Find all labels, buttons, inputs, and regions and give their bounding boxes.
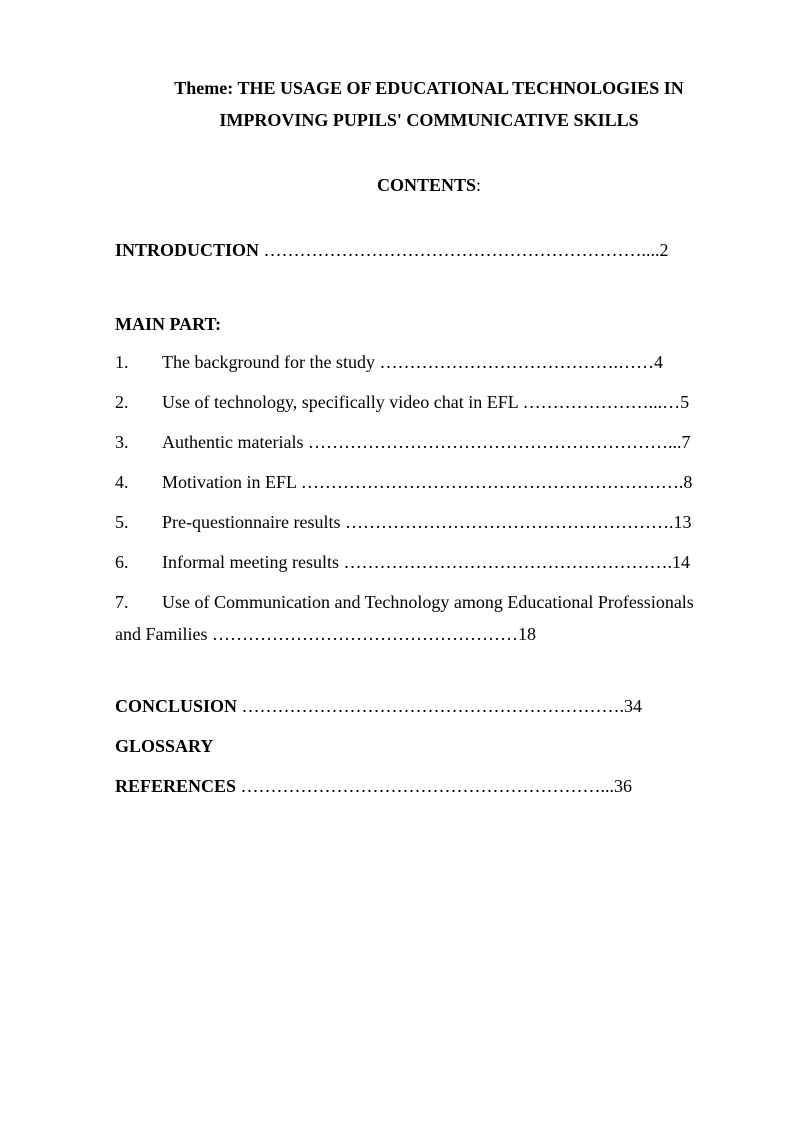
toc-main-part-heading xyxy=(115,312,221,336)
toc-item-text: Motivation in EFL ……………………………………………………….8 xyxy=(162,472,693,492)
toc-item-7 xyxy=(115,590,694,614)
theme-title-line-1: Theme: THE USAGE OF EDUCATIONAL TECHNOLOGIES IN xyxy=(174,78,684,98)
theme-title-line-2: IMPROVING PUPILS' COMMUNICATIVE SKILLS xyxy=(219,110,639,130)
toc-item-text: Authentic materials ……………………………………………………...7 xyxy=(162,432,691,452)
toc-item-4 xyxy=(115,470,692,494)
toc-references-label: REFERENCES xyxy=(115,776,237,796)
toc-item-text: Pre-questionnaire results ……………………………………………….13 xyxy=(162,512,692,532)
toc-item-2 xyxy=(115,390,689,414)
toc-item-number: 3. xyxy=(115,432,129,452)
toc-item-number: 4. xyxy=(115,472,129,492)
toc-main-part-label: MAIN PART: xyxy=(115,314,222,334)
toc-introduction-leader: ………………………………………………………....2 xyxy=(259,240,669,260)
toc-references-leader: ……………………………………………………...36 xyxy=(236,776,633,796)
toc-item-text: Use of Communication and Technology among Educational Professionals xyxy=(162,592,694,612)
toc-entry-conclusion xyxy=(115,694,642,718)
toc-glossary-label: GLOSSARY xyxy=(115,736,214,756)
contents-heading-colon: : xyxy=(476,175,482,195)
toc-item-number: 5. xyxy=(115,512,129,532)
toc-item-6 xyxy=(115,550,690,574)
toc-item-number: 6. xyxy=(115,552,129,572)
toc-entry-introduction xyxy=(115,238,669,262)
toc-conclusion-leader: ……………………………………………………….34 xyxy=(237,696,643,716)
contents-heading xyxy=(0,173,800,197)
toc-item-1 xyxy=(115,350,663,374)
toc-item-5 xyxy=(115,510,691,534)
toc-item-text: Informal meeting results ……………………………………………….14 xyxy=(162,552,690,572)
toc-item-number: 2. xyxy=(115,392,129,412)
toc-item-number: 1. xyxy=(115,352,129,372)
toc-entry-glossary xyxy=(115,734,213,758)
toc-entry-references xyxy=(115,774,632,798)
toc-item-3 xyxy=(115,430,690,454)
contents-heading-label: CONTENTS xyxy=(376,175,476,195)
toc-item-7-continuation: and Families ……………………………………………18 xyxy=(115,624,536,644)
toc-item-number: 7. xyxy=(115,592,129,612)
toc-introduction-label: INTRODUCTION xyxy=(115,240,260,260)
toc-item-text: Use of technology, specifically video chat in EFL …………………...…5 xyxy=(162,392,690,412)
toc-conclusion-label: CONCLUSION xyxy=(115,696,238,716)
toc-item-text: The background for the study ………………………………….……4 xyxy=(162,352,663,372)
